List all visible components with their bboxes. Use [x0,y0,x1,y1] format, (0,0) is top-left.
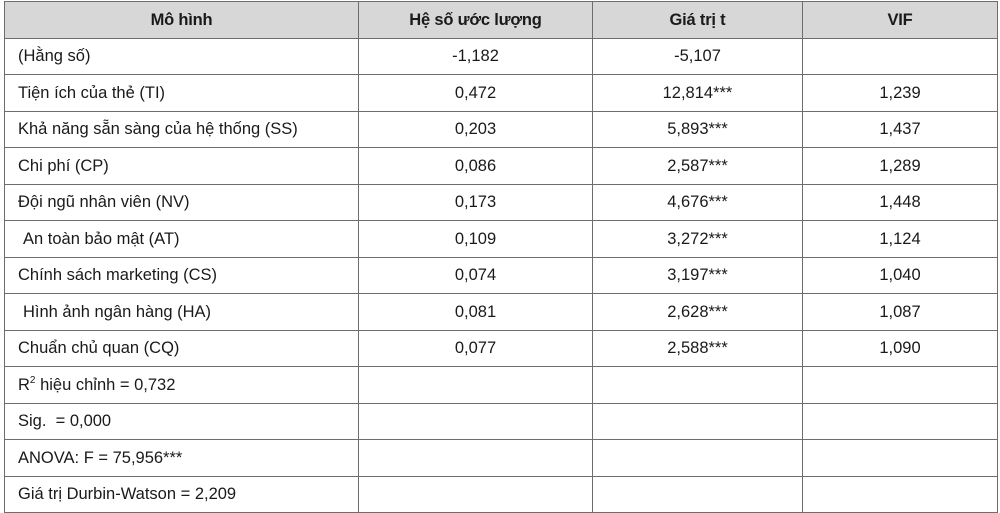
empty-cell [803,403,998,440]
vif-cell: 1,289 [803,148,998,185]
row-label: Tiện ích của thẻ (TI) [5,75,359,112]
coefficient-cell: 0,173 [359,184,593,221]
row-label: Chi phí (CP) [5,148,359,185]
vif-cell: 1,448 [803,184,998,221]
row-label: Chuẩn chủ quan (CQ) [5,330,359,367]
coefficient-cell: -1,182 [359,38,593,75]
vif-cell: 1,087 [803,294,998,331]
coefficient-cell: 0,086 [359,148,593,185]
row-label: Khả năng sẵn sàng của hệ thống (SS) [5,111,359,148]
r2-prefix: R [18,375,30,394]
row-label: Đội ngũ nhân viên (NV) [5,184,359,221]
vif-cell: 1,124 [803,221,998,258]
t-value-cell: 2,587*** [593,148,803,185]
t-value-cell: 3,272*** [593,221,803,258]
vif-cell: 1,437 [803,111,998,148]
coefficient-cell: 0,109 [359,221,593,258]
table-row [5,294,998,331]
r2-value: hiệu chỉnh = 0,732 [35,375,176,394]
t-value-cell: -5,107 [593,38,803,75]
adjusted-r-squared [5,367,359,404]
empty-cell [803,476,998,513]
row-label: Hình ảnh ngân hàng (HA) [5,294,359,331]
coefficient-cell: 0,081 [359,294,593,331]
table-row [5,184,998,221]
t-value-cell: 4,676*** [593,184,803,221]
header-vif: VIF [803,2,998,39]
row-label: (Hằng số) [5,38,359,75]
table-row [5,111,998,148]
coefficient-cell: 0,077 [359,330,593,367]
t-value-cell: 12,814*** [593,75,803,112]
empty-cell [593,367,803,404]
vif-cell: 1,239 [803,75,998,112]
coefficient-cell: 0,472 [359,75,593,112]
summary-row [5,367,998,404]
summary-row [5,403,998,440]
empty-cell [359,476,593,513]
empty-cell [593,476,803,513]
r2-superscript: 2 [29,374,36,386]
summary-row [5,476,998,513]
anova-f-statistic: ANOVA: F = 75,956*** [5,440,359,477]
summary-row [5,440,998,477]
table-row [5,257,998,294]
empty-cell [359,367,593,404]
table-row [5,330,998,367]
header-t-value: Giá trị t [593,2,803,39]
header-coefficient: Hệ số ước lượng [359,2,593,39]
empty-cell [359,440,593,477]
vif-cell: 1,040 [803,257,998,294]
empty-cell [803,440,998,477]
durbin-watson: Giá trị Durbin-Watson = 2,209 [5,476,359,513]
table-row [5,38,998,75]
t-value-cell: 2,588*** [593,330,803,367]
table-row [5,148,998,185]
empty-cell [359,403,593,440]
t-value-cell: 2,628*** [593,294,803,331]
empty-cell [803,367,998,404]
table-row [5,75,998,112]
t-value-cell: 3,197*** [593,257,803,294]
coefficient-cell: 0,074 [359,257,593,294]
vif-cell: 1,090 [803,330,998,367]
regression-results-table [4,1,998,513]
coefficient-cell: 0,203 [359,111,593,148]
row-label: Chính sách marketing (CS) [5,257,359,294]
significance: Sig. = 0,000 [5,403,359,440]
row-label: An toàn bảo mật (AT) [5,221,359,258]
t-value-cell: 5,893*** [593,111,803,148]
header-row [5,2,998,39]
vif-cell [803,38,998,75]
header-model: Mô hình [5,2,359,39]
empty-cell [593,440,803,477]
table-row [5,221,998,258]
empty-cell [593,403,803,440]
